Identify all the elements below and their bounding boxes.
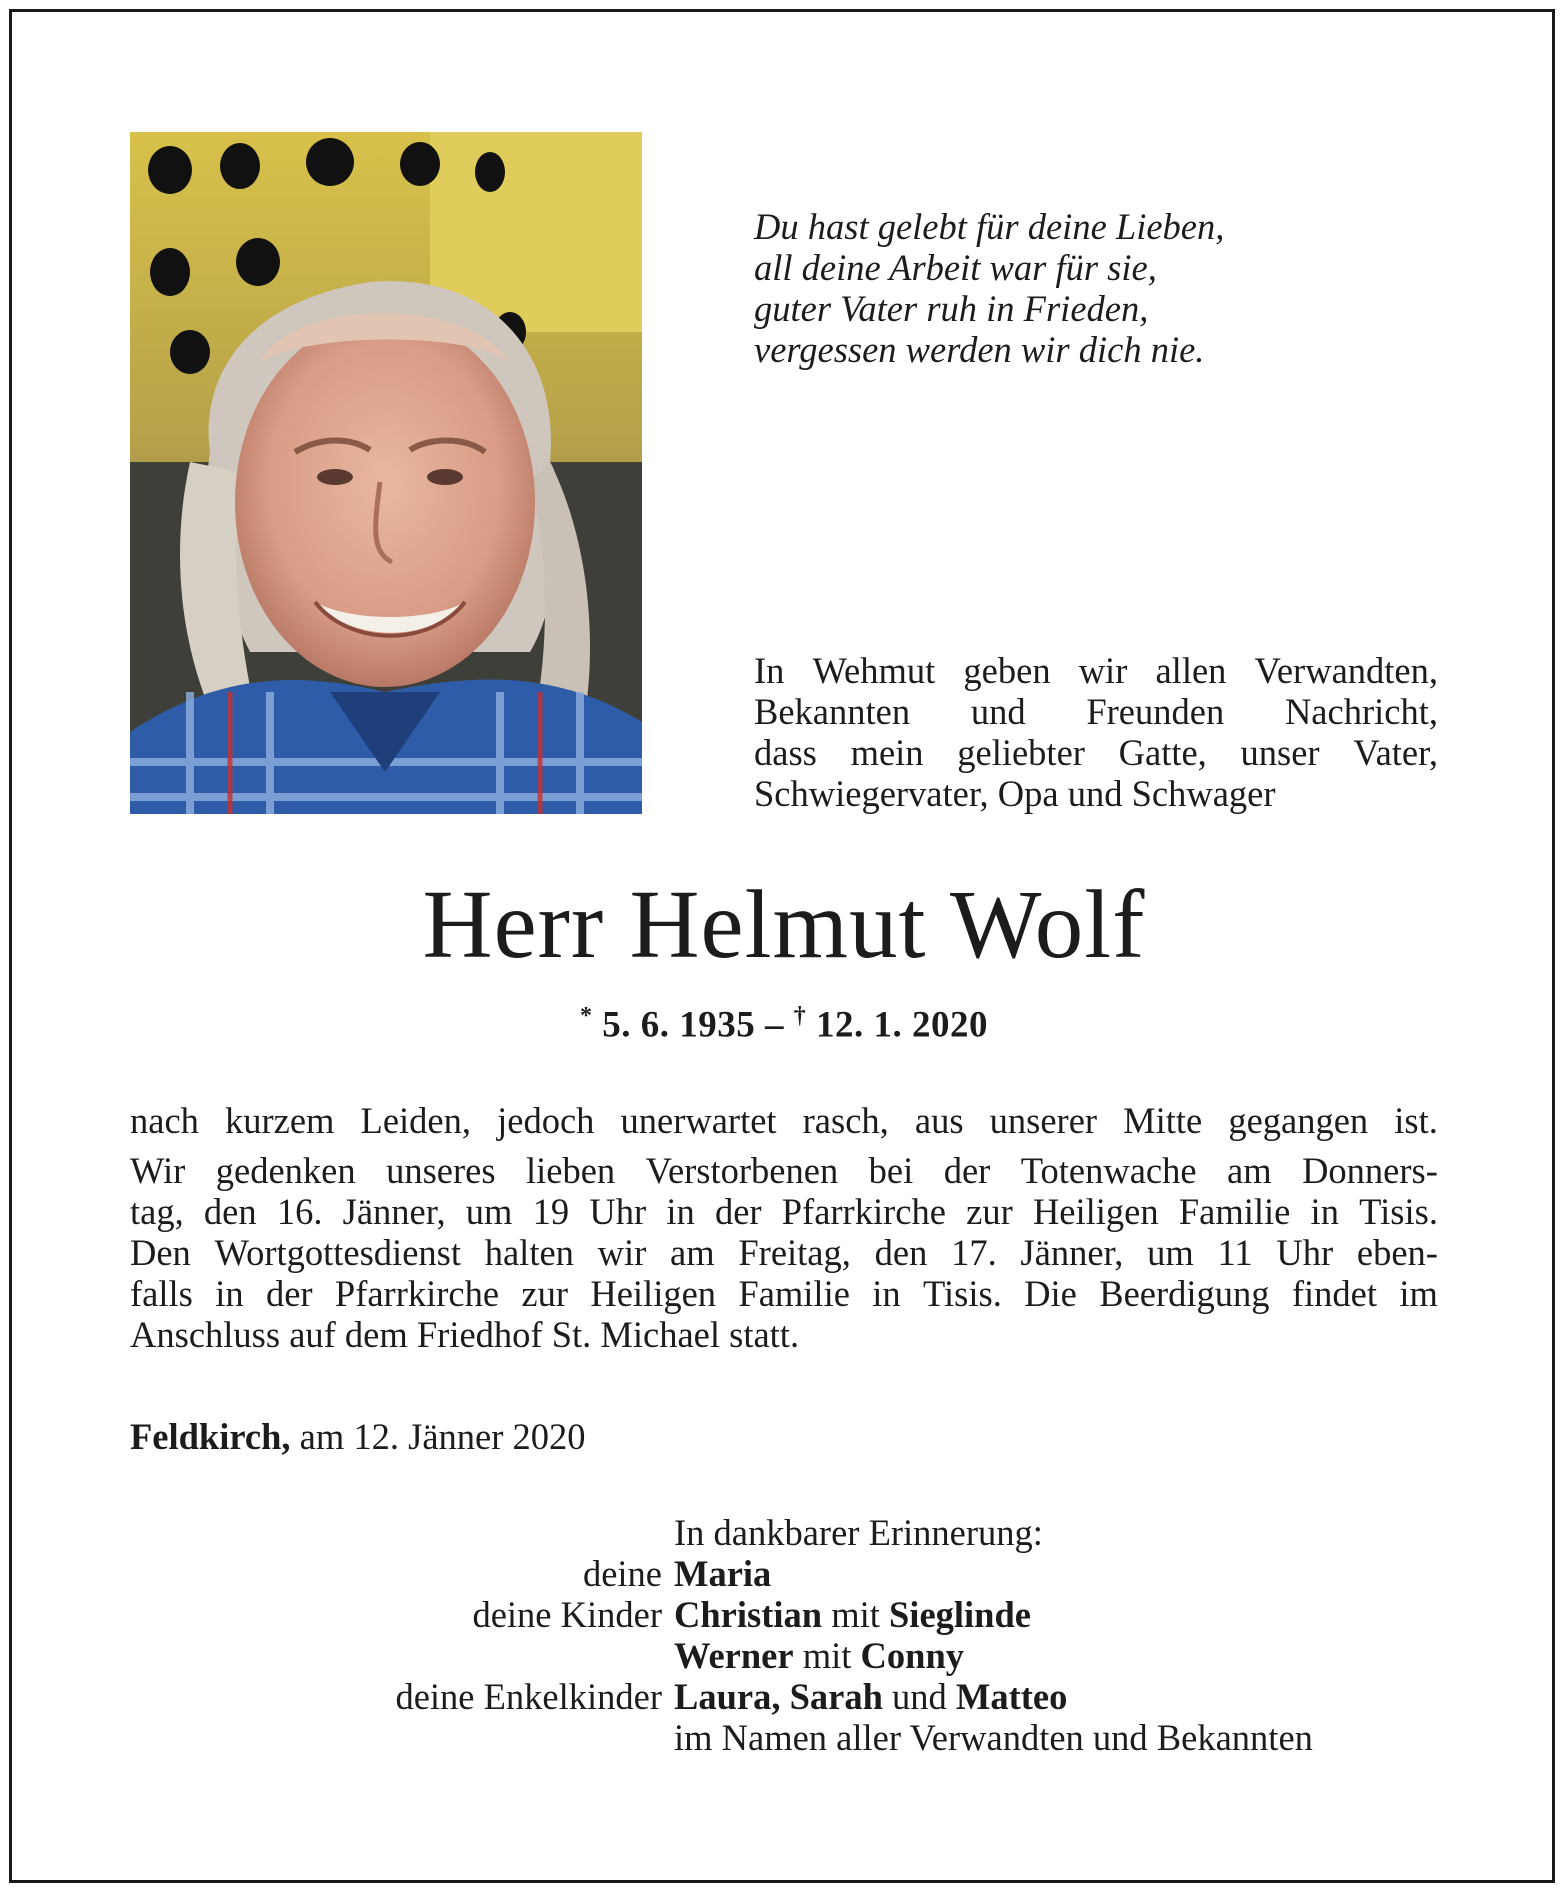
- mourner-name: Conny: [860, 1635, 964, 1676]
- word: Wehmut: [812, 650, 936, 691]
- word: In: [754, 650, 785, 691]
- word: Heiligen: [590, 1273, 717, 1314]
- intro-line: Schwiegervater, Opa und Schwager: [754, 773, 1276, 814]
- mourner-name: Matteo: [955, 1676, 1068, 1717]
- relation-label: deine Enkelkinder: [395, 1676, 662, 1717]
- word: wir: [1078, 650, 1128, 691]
- word: dass: [754, 732, 817, 773]
- word: Leiden,: [360, 1100, 472, 1141]
- word: Uhr: [589, 1191, 647, 1232]
- portrait-illustration: [130, 132, 642, 814]
- poem-line: vergessen werden wir dich nie.: [754, 329, 1205, 370]
- intro-line: [754, 650, 1438, 691]
- word: gedenken: [215, 1150, 356, 1191]
- word: Wir: [130, 1150, 186, 1191]
- word: in: [666, 1191, 695, 1232]
- body-line: Anschluss auf dem Friedhof St. Michael statt.: [130, 1314, 800, 1355]
- mourners-heading-row: [130, 1512, 1438, 1553]
- word: unser: [1240, 732, 1320, 773]
- mourner-name: Laura, Sarah: [674, 1676, 883, 1717]
- announcement-body: [130, 1100, 1438, 1355]
- word: Beerdigung: [1099, 1273, 1270, 1314]
- word: Gatte,: [1118, 732, 1207, 773]
- word: geben: [963, 650, 1051, 691]
- poem-line: guter Vater ruh in Frieden,: [754, 288, 1149, 329]
- word: Vater,: [1353, 732, 1438, 773]
- word: Familie: [738, 1273, 850, 1314]
- word: Verstorbenen: [645, 1150, 839, 1191]
- word: Familie: [1178, 1191, 1291, 1232]
- connector: mit: [802, 1635, 852, 1676]
- portrait-photo: [130, 132, 642, 814]
- mourner-row-wife: [130, 1553, 1438, 1594]
- mourner-row-closing: [130, 1717, 1438, 1758]
- word: tag,: [130, 1191, 184, 1232]
- place-and-date: [130, 1415, 586, 1458]
- poem-line: all deine Arbeit war für sie,: [754, 247, 1157, 288]
- word: um: [465, 1191, 513, 1232]
- word: Freunden: [1086, 691, 1225, 732]
- body-line: [130, 1191, 1438, 1232]
- word: findet: [1291, 1273, 1377, 1314]
- word: Tisis.: [1359, 1191, 1438, 1232]
- word: aus: [914, 1100, 964, 1141]
- body-line: [130, 1273, 1438, 1314]
- word: 11: [1217, 1232, 1253, 1273]
- word: Bekannten: [754, 691, 911, 732]
- word: in: [1310, 1191, 1339, 1232]
- word: wir: [597, 1232, 647, 1273]
- word: Den: [130, 1232, 191, 1273]
- memorial-poem: [754, 206, 1374, 370]
- body-line: [130, 1232, 1438, 1273]
- word: nach: [130, 1100, 199, 1141]
- death-symbol: †: [793, 1003, 807, 1029]
- word: unserer: [989, 1100, 1098, 1141]
- word: der: [265, 1273, 313, 1314]
- word: am: [670, 1232, 715, 1273]
- announcement-intro: [754, 650, 1438, 814]
- relation-label: deine: [582, 1553, 662, 1594]
- word: den: [874, 1232, 928, 1273]
- connector: mit: [831, 1594, 880, 1635]
- word: bei: [868, 1150, 914, 1191]
- word: der: [943, 1150, 991, 1191]
- word: Heiligen: [1032, 1191, 1159, 1232]
- word: geliebter: [957, 732, 1085, 773]
- word: Donners-: [1302, 1150, 1438, 1191]
- death-date: 12. 1. 2020: [816, 1004, 988, 1046]
- closing-line: im Namen aller Verwandten und Bekannten: [674, 1717, 1313, 1758]
- mourners-list: [130, 1512, 1438, 1758]
- word: jedoch: [497, 1100, 595, 1141]
- place-date: am 12. Jänner 2020: [299, 1416, 586, 1457]
- mourner-row-grandchildren: [130, 1676, 1438, 1717]
- birth-date: 5. 6. 1935: [602, 1004, 756, 1046]
- word: Mitte: [1123, 1100, 1203, 1141]
- mourner-name: Maria: [674, 1553, 772, 1594]
- word: unseres: [386, 1150, 496, 1191]
- body-line: [130, 1100, 1438, 1141]
- word: Verwandten,: [1254, 650, 1438, 691]
- word: und: [970, 691, 1026, 732]
- word: in: [872, 1273, 901, 1314]
- mourner-name: Christian: [674, 1594, 823, 1635]
- mourner-row-children-2: [130, 1635, 1438, 1676]
- connector: und: [892, 1676, 947, 1717]
- word: zur: [521, 1273, 569, 1314]
- word: kurzem: [225, 1100, 335, 1141]
- life-dates: [0, 1003, 1568, 1046]
- word: falls: [130, 1273, 193, 1314]
- birth-symbol: *: [580, 1003, 593, 1029]
- word: Totenwache: [1020, 1150, 1197, 1191]
- body-line: [130, 1150, 1438, 1191]
- word: lieben: [525, 1150, 616, 1191]
- word: mein: [850, 732, 924, 773]
- deceased-name: Herr Helmut Wolf: [422, 871, 1146, 978]
- word: eben-: [1356, 1232, 1438, 1273]
- word: der: [714, 1191, 762, 1232]
- word: 17.: [951, 1232, 997, 1273]
- mourner-row-children: [130, 1594, 1438, 1635]
- word: gegangen: [1228, 1100, 1369, 1141]
- word: Jänner,: [1020, 1232, 1124, 1273]
- word: allen: [1155, 650, 1227, 691]
- word: Uhr: [1276, 1232, 1334, 1273]
- mourner-name: Werner: [674, 1635, 794, 1676]
- word: 16.: [276, 1191, 323, 1232]
- poem-line: Du hast gelebt für deine Lieben,: [754, 206, 1225, 247]
- word: Wortgottesdienst: [214, 1232, 461, 1273]
- word: zur: [966, 1191, 1013, 1232]
- word: rasch,: [802, 1100, 889, 1141]
- word: Pfarrkirche: [334, 1273, 500, 1314]
- mourner-name: Sieglinde: [889, 1594, 1031, 1635]
- date-separator: –: [765, 1004, 784, 1046]
- word: halten: [484, 1232, 574, 1273]
- word: Die: [1024, 1273, 1077, 1314]
- word: am: [1227, 1150, 1272, 1191]
- word: Pfarrkirche: [781, 1191, 946, 1232]
- word: Nachricht,: [1284, 691, 1438, 732]
- word: Tisis.: [923, 1273, 1002, 1314]
- word: Freitag,: [738, 1232, 851, 1273]
- mourners-heading: In dankbarer Erinnerung:: [674, 1512, 1043, 1553]
- relation-label: deine Kinder: [472, 1594, 662, 1635]
- word: um: [1147, 1232, 1194, 1273]
- word: im: [1399, 1273, 1438, 1314]
- word: Jänner,: [342, 1191, 446, 1232]
- word: unerwartet: [620, 1100, 777, 1141]
- intro-line: [754, 691, 1438, 732]
- word: ist.: [1394, 1100, 1438, 1141]
- intro-line: [754, 732, 1438, 773]
- word: 19: [532, 1191, 570, 1232]
- place-city: Feldkirch,: [130, 1416, 291, 1457]
- word: in: [215, 1273, 244, 1314]
- word: den: [203, 1191, 257, 1232]
